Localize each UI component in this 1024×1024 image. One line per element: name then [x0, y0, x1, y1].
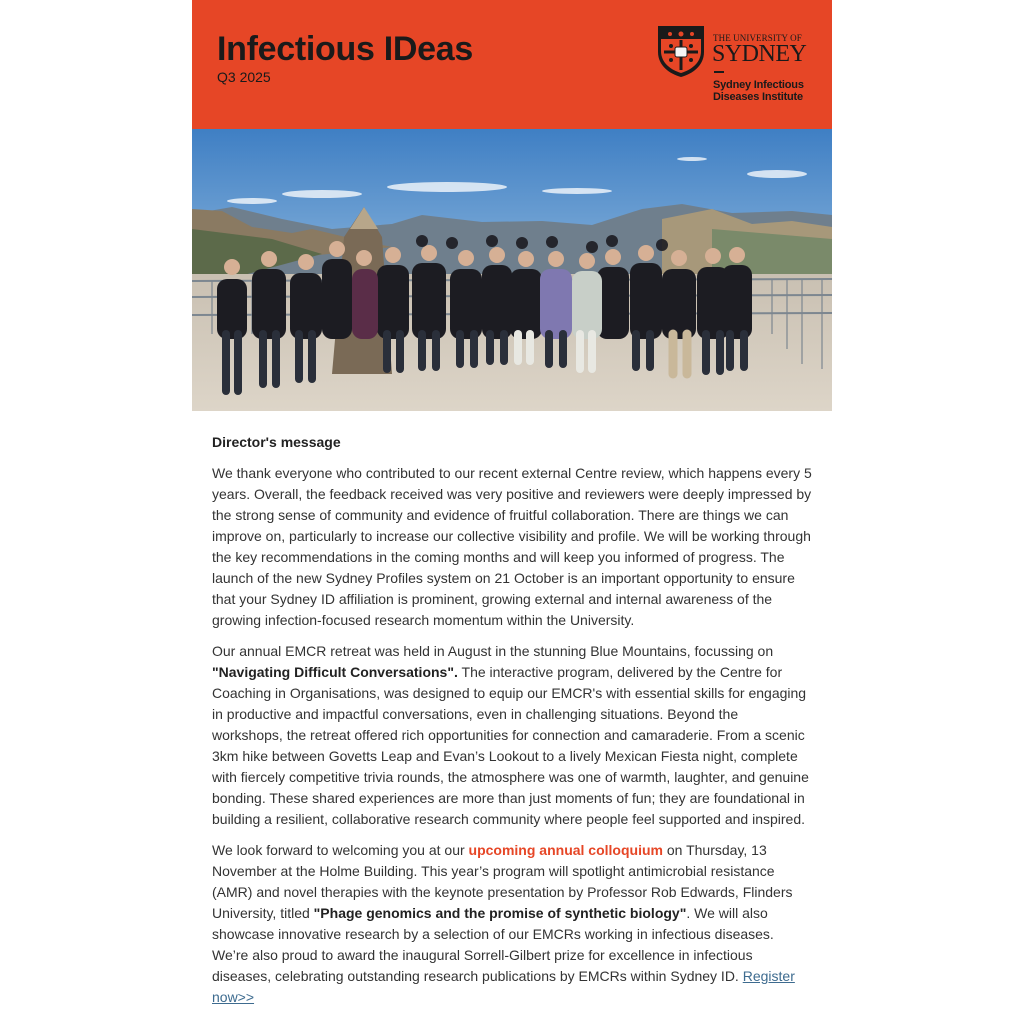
directors-message-heading: Director's message	[212, 434, 341, 450]
colloquium-intro-text: We look forward to welcoming you at our	[212, 842, 469, 858]
newsletter-email	[192, 0, 832, 1018]
register-now-link[interactable]: Register now>>	[212, 968, 795, 1005]
university-logo[interactable]	[656, 24, 816, 106]
logo-institute-name	[713, 79, 804, 103]
keynote-title-bold: "Phage genomics and the promise of synthetic biology"	[313, 905, 687, 921]
newsletter-title: Infectious IDeas	[217, 30, 473, 68]
newsletter-issue: Q3 2025	[217, 69, 271, 85]
university-crest-icon	[656, 24, 706, 78]
newsletter-banner	[192, 0, 832, 129]
logo-university-of: THE UNIVERSITY OF	[713, 33, 802, 43]
logo-divider	[714, 71, 724, 73]
paragraph-retreat	[212, 641, 812, 830]
retreat-theme-bold: "Navigating Difficult Conversations".	[212, 664, 458, 680]
article-body	[192, 411, 832, 1008]
logo-institute-line1: Sydney Infectious	[713, 79, 804, 91]
paragraph-colloquium	[212, 840, 812, 1008]
retreat-details-text: The interactive program, delivered by the Centre for Coaching in Organisations, was designed to equip our EMCR's with essential skills for engaging in productive and impactful conversations, even in challenging situations. Beyond the workshops, the retreat offered rich opportunities for connection and camaraderie. From a scenic 3km hike between Govetts Leap and Evan’s Lookout to a lively Mexican Fiesta night, complete with fiercely competitive trivia rounds, the atmosphere was one of warmth, laughter, and genuine bonding. These shared experiences are more than just moments of fun; they are foundational in building a resilient, collaborative research community where people feel supported and inspired.	[212, 664, 809, 827]
logo-sydney: SYDNEY	[712, 41, 807, 67]
colloquium-prize-text: . We will also showcase innovative research by a selection of our EMCRs working in infectious diseases. We’re also proud to award the inaugural Sorrell-Gilbert prize for excellence in infectious diseases, celebrating outstanding research publications by EMCRs within Sydney ID.	[212, 905, 774, 984]
hero-group-photo	[192, 129, 832, 411]
retreat-intro-text: Our annual EMCR retreat was held in August in the stunning Blue Mountains, focussing on	[212, 643, 774, 659]
colloquium-details-text: on Thursday, 13 November at the Holme Building. This year’s program will spotlight antimicrobial resistance (AMR) and novel therapies with the keynote presentation by Professor Rob Edwards, Flinders University, titled	[212, 842, 793, 921]
paragraph-review: We thank everyone who contributed to our recent external Centre review, which happens every 5 years. Overall, the feedback received was very positive and reviewers were deeply impressed by the strong sense of community and evidence of fruitful collaboration. There are things we can improve on, particularly to increase our collective visibility and profile. We will be working through the key recommendations in the coming months and will keep you informed of progress. The launch of the new Sydney Profiles system on 21 October is an important opportunity to ensure that your Sydney ID affiliation is prominent, growing external and internal awareness of the growing infection-focused research momentum within the University.	[212, 465, 812, 628]
logo-institute-line2: Diseases Institute	[713, 91, 803, 103]
colloquium-link[interactable]: upcoming annual colloquium	[468, 842, 663, 858]
